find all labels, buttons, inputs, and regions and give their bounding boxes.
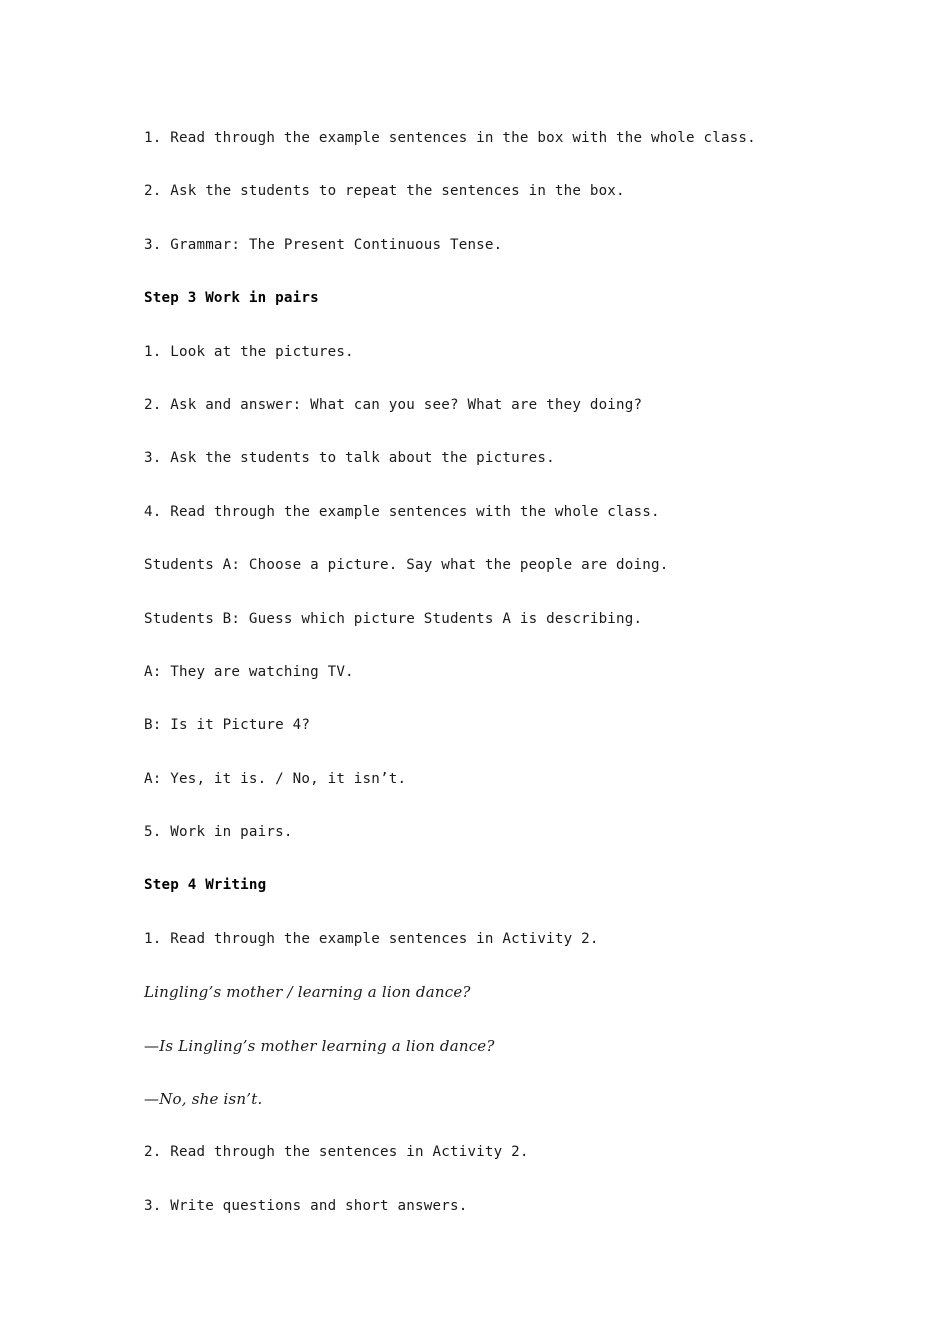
dialogue-line: A: They are watching TV. — [144, 663, 354, 680]
instruction-line: 1. Read through the example sentences in the box with the whole class. — [144, 130, 756, 146]
instruction-line: 4. Read through the example sentences with the whole class. — [144, 503, 660, 520]
instruction-line: 5. Work in pairs. — [144, 824, 293, 841]
example-line: —Is Lingling’s mother learning a lion dance? — [144, 1036, 495, 1055]
instruction-line: Students B: Guess which picture Students A is describing. — [144, 610, 643, 627]
instruction-line: 3. Write questions and short answers. — [144, 1197, 468, 1214]
instruction-line: 1. Look at the pictures. — [144, 343, 354, 360]
instruction-line: 3. Grammar: The Present Continuous Tense. — [144, 236, 503, 253]
step-heading: Step 3 Work in pairs — [144, 290, 319, 307]
dialogue-line: B: Is it Picture 4? — [144, 717, 311, 734]
example-line: Lingling’s mother / learning a lion dance? — [144, 983, 471, 1002]
instruction-line: 2. Ask and answer: What can you see? What are they doing? — [144, 396, 643, 413]
document-page — [144, 125, 904, 1246]
instruction-line: 2. Read through the sentences in Activity 2. — [144, 1144, 529, 1161]
dialogue-line: A: Yes, it is. / No, it isn’t. — [144, 770, 407, 787]
instruction-line: 1. Read through the example sentences in Activity 2. — [144, 930, 599, 947]
instruction-line: Students A: Choose a picture. Say what the people are doing. — [144, 557, 669, 574]
step-heading: Step 4 Writing — [144, 877, 267, 894]
example-line: —No, she isn’t. — [144, 1090, 263, 1109]
instruction-line: 3. Ask the students to talk about the pictures. — [144, 450, 555, 467]
instruction-line: 2. Ask the students to repeat the sentences in the box. — [144, 183, 625, 200]
